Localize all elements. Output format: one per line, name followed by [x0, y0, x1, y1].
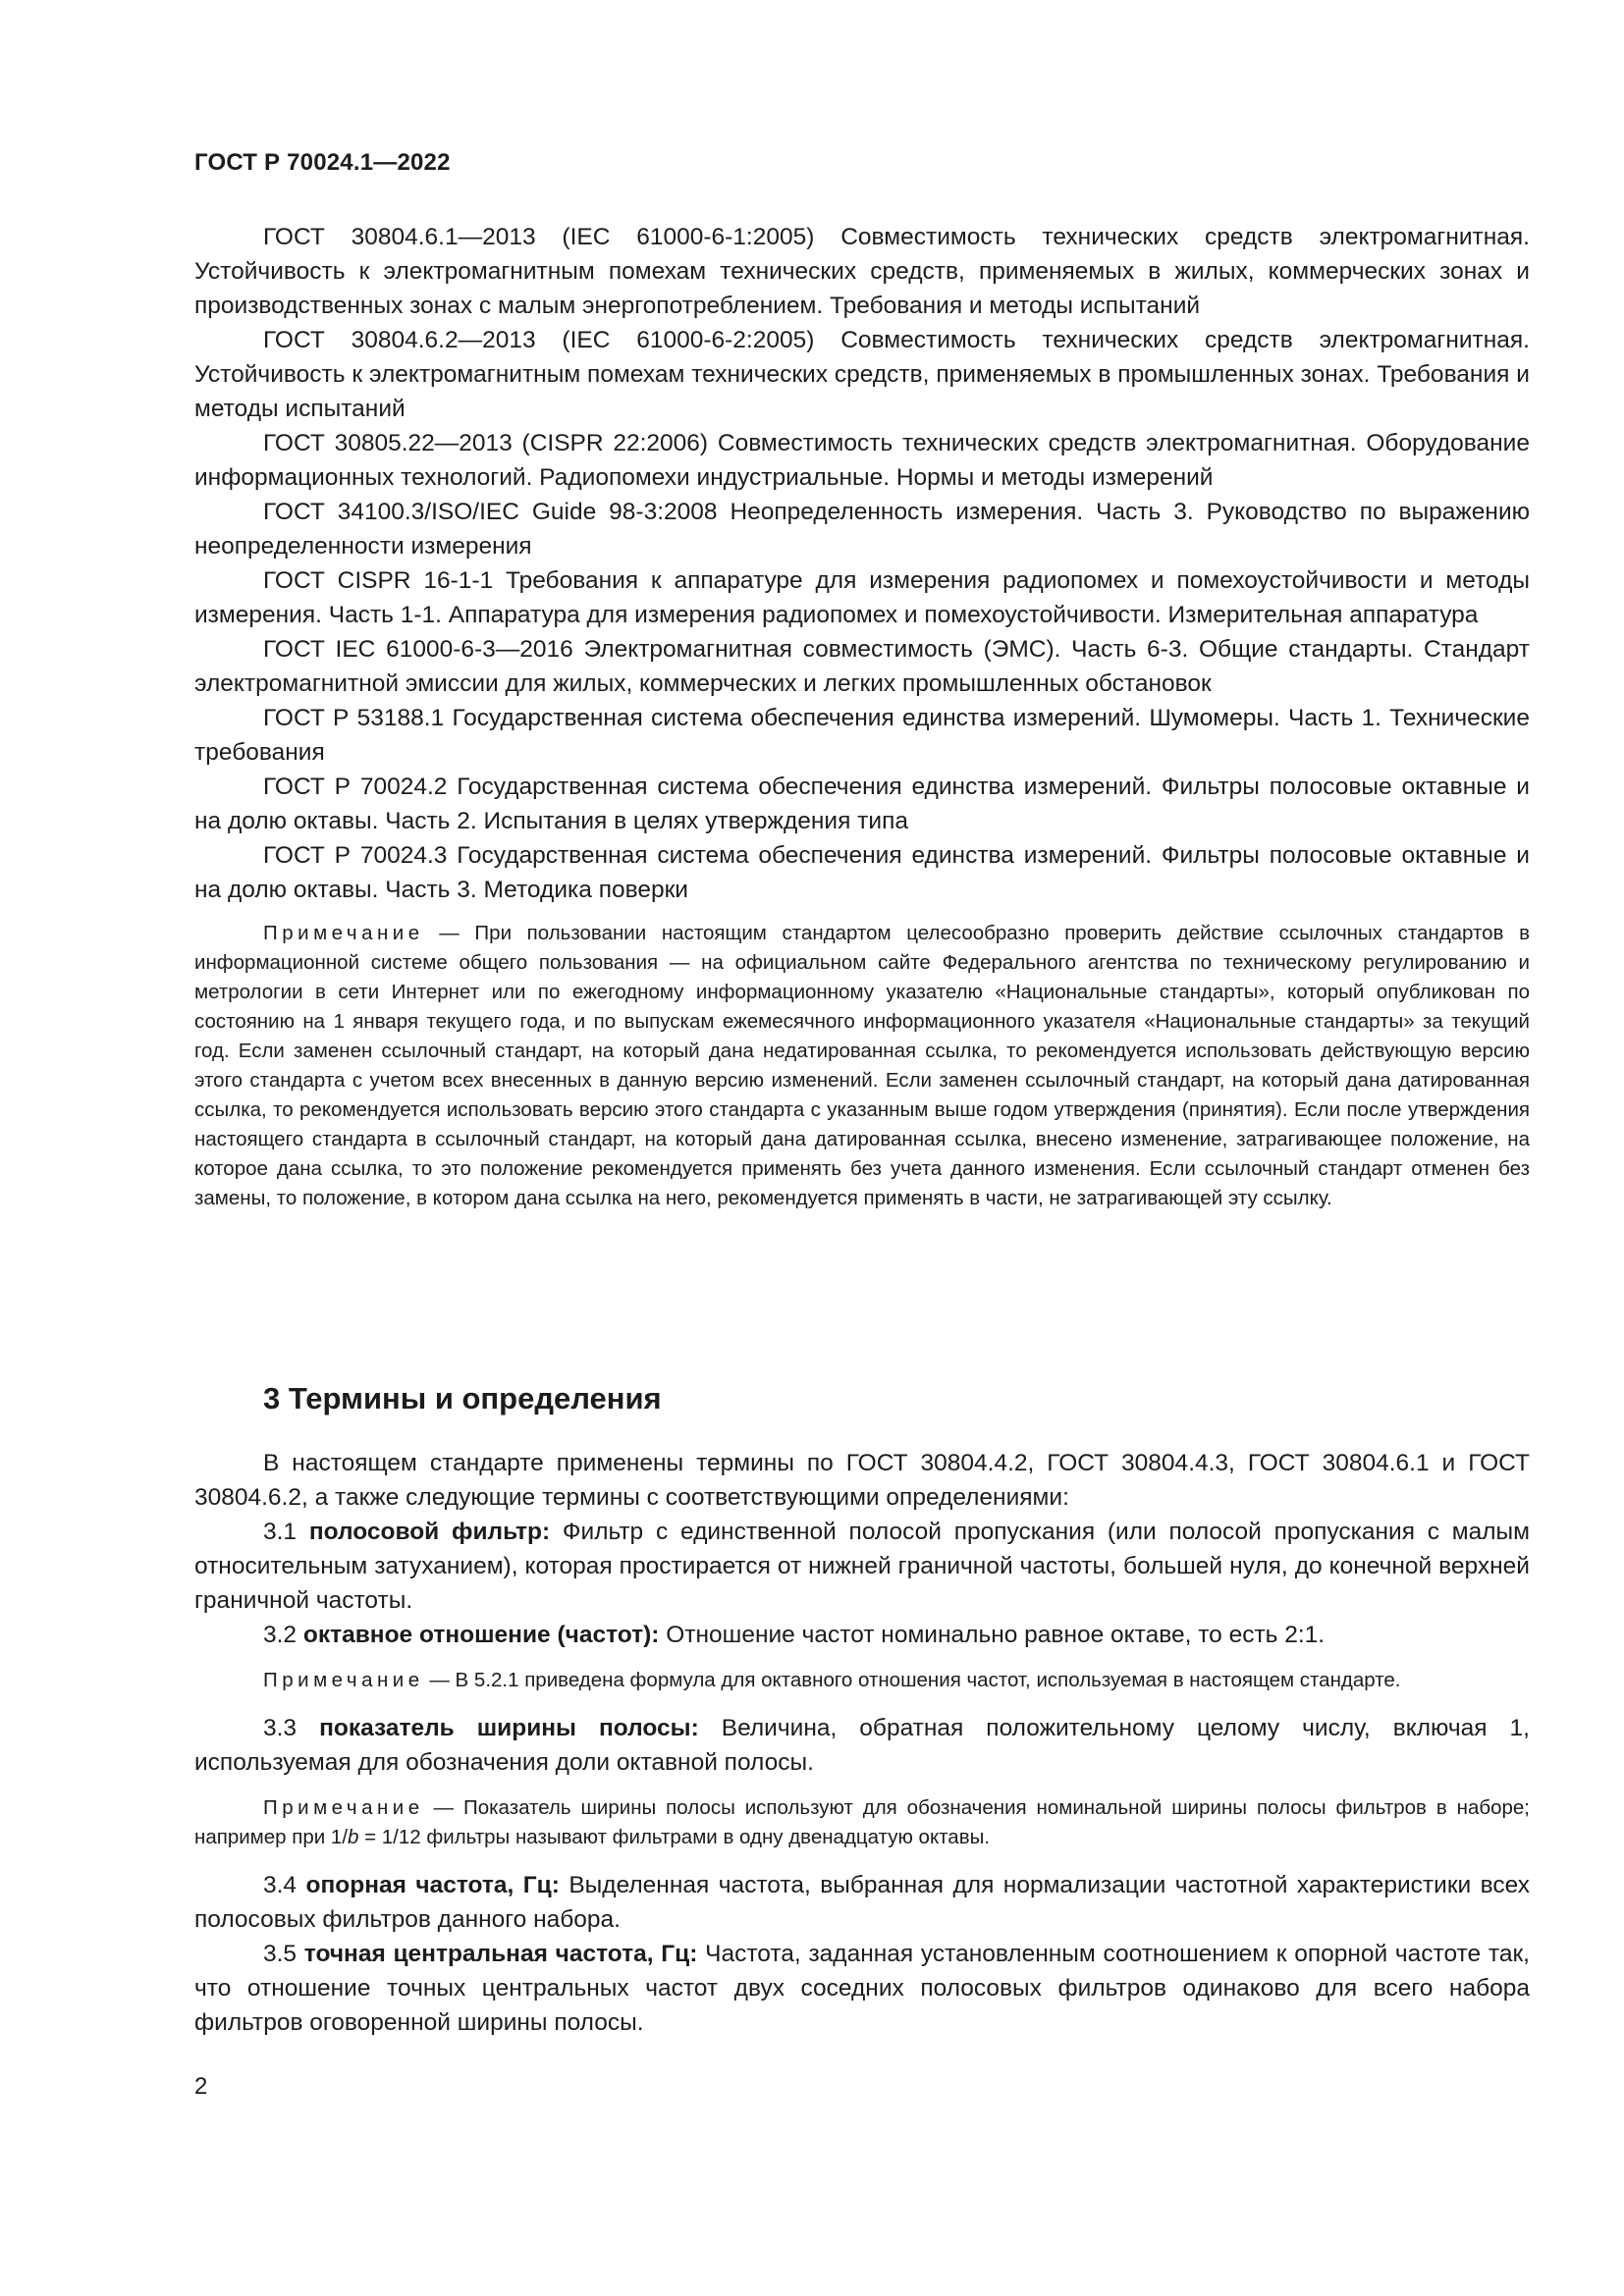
document-header: ГОСТ Р 70024.1—2022 [194, 149, 451, 176]
references-note [194, 919, 1530, 1213]
normative-references [194, 220, 1530, 1213]
note-label: Примечание [263, 922, 424, 944]
term-number: 3.4 [263, 1872, 306, 1898]
term-3-4 [194, 1868, 1530, 1937]
term-name: показатель ширины полосы: [319, 1715, 699, 1741]
reference-item: ГОСТ CISPR 16-1-1 Требования к аппаратуре для измерения радиопомех и помехоустойчивости и методы измерения. Часть 1-1. Аппаратура для измерения радиопомех и помехоустойчивости. Измерительная аппаратура [194, 567, 1530, 628]
term-number: 3.5 [263, 1941, 304, 1967]
note-text: — Показатель ширины полосы используют для обозначения номинальной ширины полосы фильтров в наборе; например при 1/ [194, 1796, 1530, 1848]
reference-item: ГОСТ Р 70024.2 Государственная система обеспечения единства измерений. Фильтры полосовые октавные и на долю октавы. Часть 2. Испытания в целях утверждения типа [194, 774, 1530, 834]
term-name: октавное отношение (частот): [302, 1622, 660, 1648]
note-text: — При пользовании настоящим стандартом целесообразно проверить действие ссылочных стандартов в информационной системе общего пользования — на официальном сайте Федерального агентства по техническому регулированию и метрологии в сети Интернет или по ежегодному информационному указателю «Национальные стандарты», который опубликован по состоянию на 1 января текущего года, и по выпускам ежемесячного информационного указателя «Национальные стандарты» за текущий год. Если заменен ссылочный стандарт, на который дана недатированная ссылка, то рекомендуется использовать действующую версию этого стандарта с учетом всех внесенных в данную версию изменений. Если заменен ссылочный стандарт, на который дана датированная ссылка, то рекомендуется использовать версию этого стандарта с указанным выше годом утверждения (принятия). Если после утверждения настоящего стандарта в ссылочный стандарт, на который дана датированная ссылка, внесено изменение, затрагивающее положение, на которое дана ссылка, то это положение рекомендуется применять без учета данного изменения. Если ссылочный стандарт отменен без замены, то положение, в котором дана ссылка на него, рекомендуется применять в части, не затрагивающей эту ссылку. [194, 922, 1530, 1209]
reference-item: ГОСТ IEC 61000-6-3—2016 Электромагнитная совместимость (ЭМС). Часть 6-3. Общие стандарты. Стандарт электромагнитной эмиссии для жилых, коммерческих и легких промышленных обстановок [194, 636, 1530, 697]
section-intro: В настоящем стандарте применены термины по ГОСТ 30804.4.2, ГОСТ 30804.4.3, ГОСТ 30804.6.1 и ГОСТ 30804.6.2, а также следующие термины с соответствующими определениями: [194, 1450, 1530, 1511]
term-number: 3.1 [263, 1519, 309, 1545]
reference-item: ГОСТ Р 70024.3 Государственная система обеспечения единства измерений. Фильтры полосовые октавные и на долю октавы. Часть 3. Методика поверки [194, 842, 1530, 903]
term-3-2 [194, 1618, 1530, 1652]
term-3-5 [194, 1937, 1530, 2040]
section-heading: 3 Термины и определения [263, 1381, 662, 1415]
reference-item: ГОСТ 34100.3/ISO/IEC Guide 98-3:2008 Неопределенность измерения. Часть 3. Руководство по выражению неопределенности измерения [194, 499, 1530, 560]
term-number: 3.2 [263, 1622, 303, 1648]
note-label: Примечание [263, 1796, 424, 1819]
term-definition: Величина, обратная положительному целому числу, включая 1, используемая для обозначения доли октавной полосы. [194, 1715, 1530, 1776]
note-text: = 1/12 фильтры называют фильтрами в одну двенадцатую октавы. [358, 1826, 991, 1848]
note-text: — В 5.2.1 приведена формула для октавного отношения частот, используемая в настоящем стандарте. [423, 1669, 1401, 1691]
term-3-1 [194, 1515, 1530, 1618]
reference-item: ГОСТ Р 53188.1 Государственная система обеспечения единства измерений. Шумомеры. Часть 1. Технические требования [194, 705, 1530, 766]
reference-item: ГОСТ 30804.6.1—2013 (IEC 61000-6-1:2005) Совместимость технических средств электромагнитная. Устойчивость к электромагнитным помехам технических средств, применяемых в жилых, коммерческих зонах и производственных зонах с малым энергопотреблением. Требования и методы испытаний [194, 224, 1530, 319]
note-variable: b [348, 1826, 359, 1848]
term-3-3 [194, 1711, 1530, 1780]
term-definition: Фильтр с единственной полосой пропускания (или полосой пропускания с малым относительным затуханием), которая простирается от нижней граничной частоты, большей нуля, до конечной верхней граничной частоты. [194, 1519, 1531, 1614]
term-definition: Отношение частот номинально равное октаве, то есть 2:1. [659, 1622, 1326, 1648]
term-name: полосовой фильтр: [308, 1519, 551, 1545]
term-name: опорная частота, Гц: [305, 1872, 560, 1898]
page-number: 2 [194, 2073, 208, 2100]
term-note-3-3 [194, 1793, 1530, 1852]
term-definition: Выделенная частота, выбранная для нормализации частотной характеристики всех полосовых фильтров данного набора. [194, 1872, 1530, 1933]
reference-item: ГОСТ 30804.6.2—2013 (IEC 61000-6-2:2005) Совместимость технических средств электромагнитная. Устойчивость к электромагнитным помехам технических средств, применяемых в промышленных зонах. Требования и методы испытаний [194, 327, 1530, 422]
reference-item: ГОСТ 30805.22—2013 (CISPR 22:2006) Совместимость технических средств электромагнитная. Оборудование информационных технологий. Радиопомехи индустриальные. Нормы и методы измерений [194, 430, 1530, 491]
term-definition: Частота, заданная установленным соотношением к опорной частоте так, что отношение точных центральных частот двух соседних полосовых фильтров одинаково для всего набора фильтров оговоренной ширины полосы. [194, 1941, 1530, 2036]
section-terms [194, 1379, 1530, 2040]
term-name: точная центральная частота, Гц: [303, 1941, 698, 1967]
term-note-3-2 [194, 1666, 1530, 1695]
term-number: 3.3 [263, 1715, 320, 1741]
note-label: Примечание [263, 1669, 424, 1691]
